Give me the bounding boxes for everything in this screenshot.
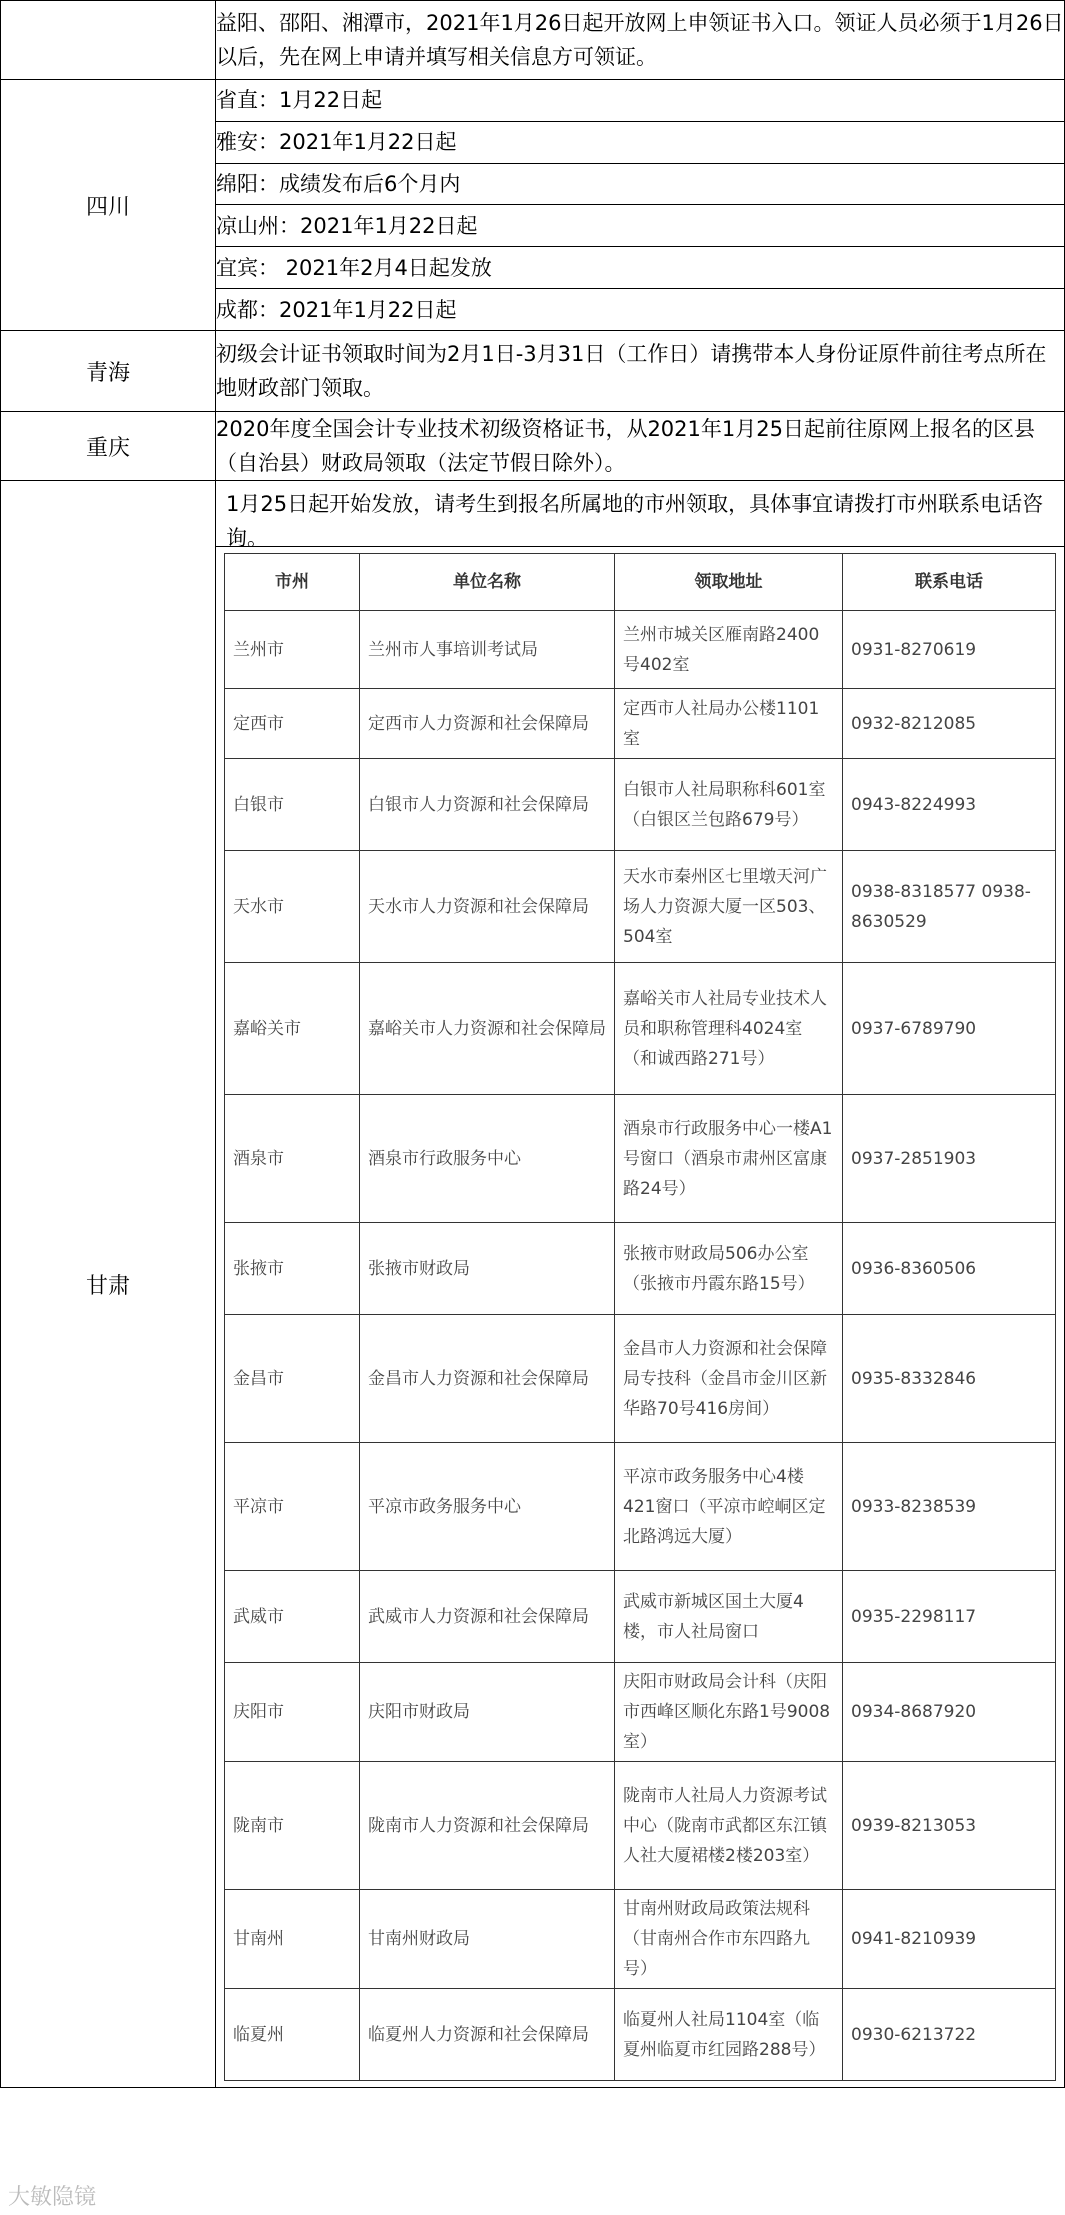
gansu-intro: 1月25日起开始发放，请考生到报名所属地的市州领取，具体事宜请拨打市州联系电话咨询。 [216,481,1064,547]
cell-phone: 0933-8238539 [843,1443,1056,1571]
cell-city: 兰州市 [225,611,360,689]
gansu-office-table [224,553,1056,2081]
qinghai-row [1,331,1065,412]
hunan-row [1,1,1065,80]
cell-city: 张掖市 [225,1223,360,1315]
sichuan-line: 绵阳：成绩发布后6个月内 [216,163,1065,205]
sichuan-line: 宜宾： 2021年2月4日起发放 [216,247,1065,289]
sichuan-line: 成都：2021年1月22日起 [216,289,1065,331]
cell-city: 白银市 [225,759,360,851]
cell-phone: 0943-8224993 [843,759,1056,851]
cell-unit: 庆阳市财政局 [360,1663,615,1762]
cell-city: 定西市 [225,689,360,759]
cell-address: 酒泉市行政服务中心一楼A1号窗口（酒泉市肃州区富康路24号） [615,1095,843,1223]
sichuan-line: 雅安：2021年1月22日起 [216,121,1065,163]
cell-address: 天水市秦州区七里墩天河广场人力资源大厦一区503、504室 [615,851,843,963]
cell-phone: 0937-6789790 [843,963,1056,1095]
sichuan-line: 省直：1月22日起 [216,80,1065,122]
cell-phone: 0935-8332846 [843,1315,1056,1443]
table-row [225,1663,1056,1762]
cell-phone: 0931-8270619 [843,611,1056,689]
table-row [225,1223,1056,1315]
cell-unit: 兰州市人事培训考试局 [360,611,615,689]
cell-unit: 金昌市人力资源和社会保障局 [360,1315,615,1443]
cell-address: 定西市人社局办公楼1101室 [615,689,843,759]
sichuan-province: 四川 [1,80,216,331]
watermark: 大敏隐镜 [8,2185,97,2210]
cell-city: 武威市 [225,1571,360,1663]
cell-phone: 0930-6213722 [843,1989,1056,2081]
cell-phone: 0935-2298117 [843,1571,1056,1663]
cell-city: 平凉市 [225,1443,360,1571]
cell-unit: 酒泉市行政服务中心 [360,1095,615,1223]
cell-address: 平凉市政务服务中心4楼421窗口（平凉市崆峒区定北路鸿远大厦） [615,1443,843,1571]
cell-unit: 白银市人力资源和社会保障局 [360,759,615,851]
cell-city: 酒泉市 [225,1095,360,1223]
cell-city: 庆阳市 [225,1663,360,1762]
cell-unit: 天水市人力资源和社会保障局 [360,851,615,963]
table-row [225,611,1056,689]
table-row [225,1571,1056,1663]
cell-phone: 0936-8360506 [843,1223,1056,1315]
sichuan-line: 凉山州：2021年1月22日起 [216,205,1065,247]
cell-unit: 平凉市政务服务中心 [360,1443,615,1571]
cell-unit: 甘南州财政局 [360,1890,615,1989]
cell-city: 临夏州 [225,1989,360,2081]
sichuan-row [1,80,1065,122]
cell-phone: 0939-8213053 [843,1762,1056,1890]
cell-address: 白银市人社局职称科601室（白银区兰包路679号） [615,759,843,851]
gansu-province: 甘肃 [1,481,216,2088]
chongqing-province: 重庆 [1,412,216,481]
chongqing-text: 2020年度全国会计专业技术初级资格证书，从2021年1月25日起前往原网上报名的区县（自治县）财政局领取（法定节假日除外）。 [216,412,1065,481]
header-address: 领取地址 [615,554,843,611]
cell-phone: 0938-8318577 0938-8630529 [843,851,1056,963]
cell-phone: 0937-2851903 [843,1095,1056,1223]
table-row [225,963,1056,1095]
cell-address: 张掖市财政局506办公室（张掖市丹霞东路15号） [615,1223,843,1315]
cell-phone: 0934-8687920 [843,1663,1056,1762]
cell-unit: 陇南市人力资源和社会保障局 [360,1762,615,1890]
table-header-row [225,554,1056,611]
cell-city: 金昌市 [225,1315,360,1443]
cell-address: 金昌市人力资源和社会保障局专技科（金昌市金川区新华路70号416房间） [615,1315,843,1443]
cell-unit: 武威市人力资源和社会保障局 [360,1571,615,1663]
table-row [225,1443,1056,1571]
table-row [225,851,1056,963]
qinghai-text: 初级会计证书领取时间为2月1日-3月31日（工作日）请携带本人身份证原件前往考点所在地财政部门领取。 [216,331,1065,412]
header-unit: 单位名称 [360,554,615,611]
cell-city: 陇南市 [225,1762,360,1890]
cell-unit: 临夏州人力资源和社会保障局 [360,1989,615,2081]
hunan-text: 益阳、邵阳、湘潭市，2021年1月26日起开放网上申领证书入口。领证人员必须于1月26日以后，先在网上申请并填写相关信息方可领证。 [216,1,1065,80]
table-row [225,1890,1056,1989]
cell-city: 嘉峪关市 [225,963,360,1095]
cell-address: 陇南市人社局人力资源考试中心（陇南市武都区东江镇人社大厦裙楼2楼203室） [615,1762,843,1890]
qinghai-province: 青海 [1,331,216,412]
header-city: 市州 [225,554,360,611]
cell-unit: 张掖市财政局 [360,1223,615,1315]
gansu-content [216,481,1065,2088]
table-row [225,1315,1056,1443]
hunan-province-cell [1,1,216,80]
header-phone: 联系电话 [843,554,1056,611]
cell-address: 嘉峪关市人社局专业技术人员和职称管理科4024室（和诚西路271号） [615,963,843,1095]
gansu-table-wrap [216,547,1064,2087]
cell-address: 临夏州人社局1104室（临夏州临夏市红园路288号） [615,1989,843,2081]
cell-address: 甘南州财政局政策法规科（甘南州合作市东四路九号） [615,1890,843,1989]
cell-address: 武威市新城区国土大厦4楼，市人社局窗口 [615,1571,843,1663]
cell-phone: 0932-8212085 [843,689,1056,759]
cell-address: 庆阳市财政局会计科（庆阳市西峰区顺化东路1号9008室） [615,1663,843,1762]
cell-phone: 0941-8210939 [843,1890,1056,1989]
table-row [225,1095,1056,1223]
table-row [225,759,1056,851]
cell-city: 天水市 [225,851,360,963]
gansu-rows [225,611,1056,2081]
table-row [225,1762,1056,1890]
table-row [225,1989,1056,2081]
chongqing-row [1,412,1065,481]
cell-unit: 嘉峪关市人力资源和社会保障局 [360,963,615,1095]
gansu-row [1,481,1065,2088]
cell-city: 甘南州 [225,1890,360,1989]
cell-unit: 定西市人力资源和社会保障局 [360,689,615,759]
table-row [225,689,1056,759]
cell-address: 兰州市城关区雁南路2400号402室 [615,611,843,689]
